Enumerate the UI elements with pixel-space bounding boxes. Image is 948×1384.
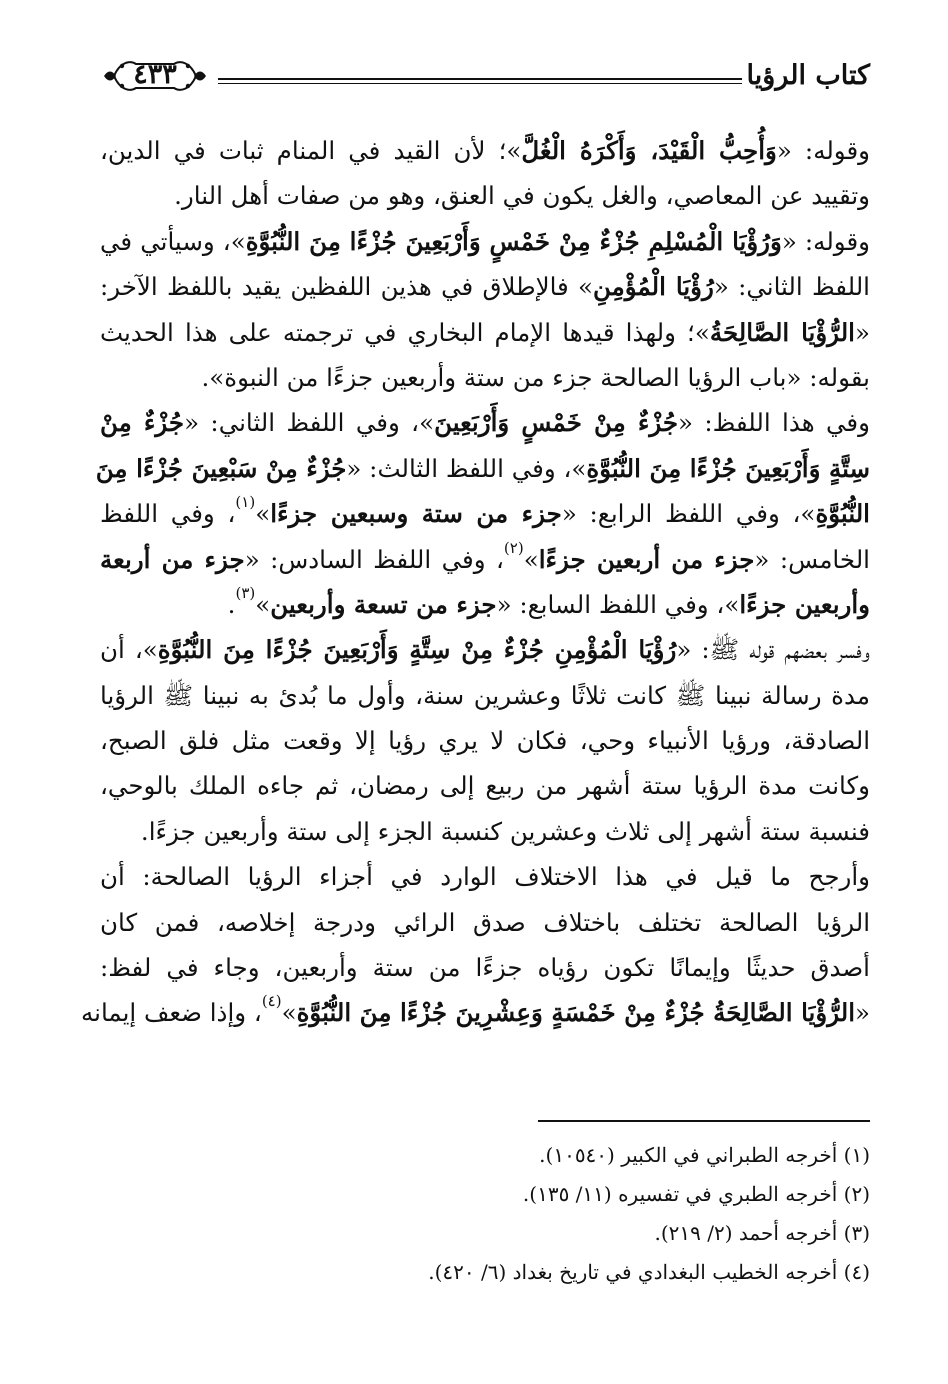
text-line: وأربعين جزءًا»، وفي اللفظ السابع: «جزء من تسعة وأربعين»$^{(٣)}$. xyxy=(227,583,870,619)
footnote-ref: (٢) xyxy=(503,538,524,557)
footnote-ref: (١) xyxy=(235,493,256,512)
text-line: وأرجح ما قيل في هذا الاختلاف الوارد في أجزاء الرؤيا الصالحة: أن xyxy=(100,862,870,892)
text-line: «الرُّؤْيَا الصَّالِحَةُ»؛ ولهذا قيدها الإمام البخاري في ترجمته على هذا الحديث xyxy=(100,317,870,347)
text-line: وقوله: «وَأُحِبُّ الْقَيْدَ، وَأَكْرَهُ الْغُلَّ»؛ لأن القيد في المنام ثبات في الدين، xyxy=(100,136,870,165)
text-line: فنسبة ستة أشهر إلى ثلاث وعشرين كنسبة الجزء إلى ستة وأربعين جزءًا. xyxy=(140,816,870,846)
main-text xyxy=(80,128,870,1036)
footnote-ref: (٤) xyxy=(261,992,282,1011)
page-number: ٤٣٣ xyxy=(133,59,177,90)
text-line: الرؤيا الصالحة تختلف باختلاف صدق الرائي ودرجة إخلاصه، فمن كان xyxy=(100,907,870,937)
footnote: (١) أخرجه الطبراني في الكبير (١٠٥٤٠). xyxy=(539,1143,870,1167)
footnote-ref: (٣) xyxy=(235,583,256,602)
header-rule xyxy=(218,78,742,84)
text-line: «الرُّؤْيَا الصَّالِحَةُ جُزْءٌ مِنْ خَمْسَةٍ وَعِشْرِينَ جُزْءًا مِنَ النُّبُوَّةِ»$^{(٤)}$، وإذا ضعف إيمانه xyxy=(80,992,870,1028)
text-line: أصدق حديثًا وإيمانًا تكون رؤياه جزءًا من ستة وأربعين، وجاء في لفظ: xyxy=(100,953,870,983)
footnote: (٢) أخرجه الطبري في تفسيره (١١/ ١٣٥). xyxy=(522,1182,870,1206)
text-line: سِتَّةٍ وَأَرْبَعِينَ جُزْءًا مِنَ النُّبُوَّةِ»، وفي اللفظ الثالث: «جُزْءٌ مِنْ سَبْعِينَ جُزْءًا مِنَ xyxy=(95,453,870,483)
text-line: النُّبُوَّةِ»، وفي اللفظ الرابع: «جزء من ستة وسبعين جزءًا»$^{(١)}$، وفي اللفظ xyxy=(100,493,870,529)
text-line: الصادقة، ورؤيا الأنبياء وحي، فكان لا يري رؤيا إلا وقعت مثل فلق الصبح، xyxy=(100,726,870,756)
text-line: وكانت مدة الرؤيا ستة أشهر من ربيع إلى رمضان، ثم جاءه الملك بالوحي، xyxy=(100,771,870,801)
text-line: وفسر بعضهم قوله ﷺ: «رُؤْيَا الْمُؤْمِنِ جُزْءٌ مِنْ سِتَّةٍ وَأَرْبَعِينَ جُزْءًا مِنَ النُّبُوَّةِ»، أن xyxy=(100,635,870,665)
page-header xyxy=(100,52,870,100)
text-line: مدة رسالة نبينا ﷺ كانت ثلاثًا وعشرين سنة، وأول ما بُدئ به نبينا ﷺ الرؤيا xyxy=(100,680,870,710)
footnotes xyxy=(100,1136,870,1292)
text-line: الخامس: «جزء من أربعين جزءًا»$^{(٢)}$، وفي اللفظ السادس: «جزء من أربعة xyxy=(100,538,870,574)
text-line: وقوله: «وَرُؤْيَا الْمُسْلِمِ جُزْءٌ مِنْ خَمْسٍ وَأَرْبَعِينَ جُزْءًا مِنَ النُّبُوَّةِ»، وسيأتي في xyxy=(100,226,870,256)
running-title: كتاب الرؤيا xyxy=(746,60,870,91)
footnote: (٣) أخرجه أحمد (٢/ ٢١٩). xyxy=(654,1221,870,1245)
footnote: (٤) أخرجه الخطيب البغدادي في تاريخ بغداد (٦/ ٤٢٠). xyxy=(428,1260,870,1284)
text-line: وفي هذا اللفظ: «جُزْءٌ مِنْ خَمْسٍ وَأَرْبَعِينَ»، وفي اللفظ الثاني: «جُزْءٌ مِنْ xyxy=(100,408,870,438)
text-line: وتقييد عن المعاصي، والغل يكون في العنق، وهو من صفات أهل النار. xyxy=(174,181,870,211)
footnote-separator xyxy=(538,1120,870,1122)
text-line: اللفظ الثاني: «رُؤْيَا الْمُؤْمِنِ» فالإطلاق في هذين اللفظين يقيد باللفظ الآخر: xyxy=(100,272,870,302)
text-line: بقوله: «باب الرؤيا الصالحة جزء من ستة وأربعين جزءًا من النبوة». xyxy=(201,362,870,392)
page-number-ornament xyxy=(100,54,210,98)
